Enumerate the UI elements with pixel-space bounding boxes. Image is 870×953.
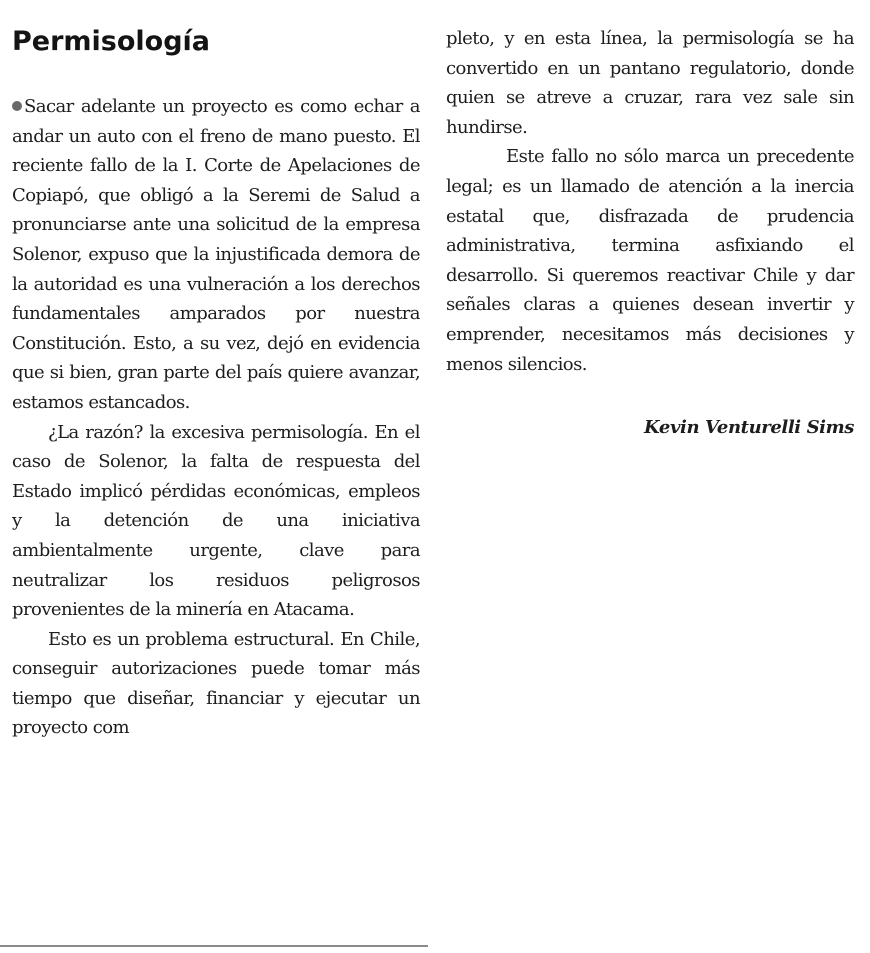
paragraph-2: ¿La razón? la excesiva permisología. En el caso de Solenor, la falta de respuesta del Estado implicó pérdidas económicas, empleos y la detención de una iniciativa ambientalmente urgente, clave para neutralizar los residuos peligrosos provenientes de la minería en Atacama. bbox=[12, 421, 420, 621]
bottom-divider bbox=[0, 945, 428, 947]
left-column bbox=[12, 24, 420, 743]
paragraph-4: pleto, y en esta línea, la permisología se ha convertido en un pantano regulatorio, donde quien se atreve a cruzar, rara vez sale sin hundirse. bbox=[446, 28, 854, 138]
paragraph-5: Este fallo no sólo marca un precedente legal; es un llamado de atención a la inercia estatal que, disfrazada de prudencia administrativa, termina asfixiando el desarrollo. Si queremos reactivar Chile y dar señales claras a quienes desean invertir y emprender, necesitamos más decisiones y menos silencios. bbox=[446, 146, 854, 375]
right-column bbox=[446, 24, 854, 443]
paragraph-3: Esto es un problema estructural. En Chile, conseguir autorizaciones puede tomar más tiempo que diseñar, financiar y ejecutar un proyecto com bbox=[12, 628, 420, 739]
bullet-icon bbox=[12, 101, 22, 111]
article-headline: Permisología bbox=[12, 26, 211, 57]
paragraph-1 bbox=[12, 92, 420, 418]
author-signature: Kevin Venturelli Sims bbox=[644, 417, 854, 439]
paragraph-1-text: Sacar adelante un proyecto es como echar a andar un auto con el freno de mano puesto. El reciente fallo de la I. Corte de Apelaciones de Copiapó, que obligó a la Seremi de Salud a pronunciarse ante una solicitud de la empresa Solenor, expuso que la injustificada demora de la autoridad es una vulneración a los derechos fundamentales amparados por nuestra Constitución. Esto, a su vez, dejó en evidencia que si bien, gran parte del país quiere avanzar, estamos estancados. bbox=[12, 96, 420, 413]
